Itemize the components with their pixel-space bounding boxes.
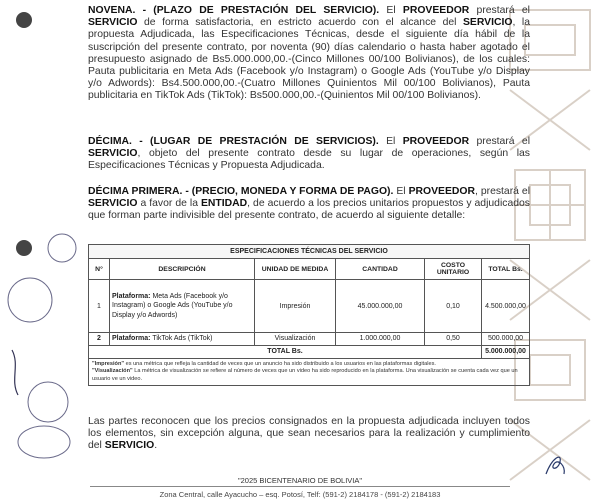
text: El	[393, 186, 409, 197]
row-description	[110, 333, 255, 346]
text: , objeto del presente contrato desde su lugar de operaciones, según las Especificaciones Técnicas y Propuesta Adjudicada.	[88, 148, 530, 172]
table-header-row	[89, 259, 530, 280]
clause-novena-paragraph	[88, 5, 530, 103]
text: prestará el	[469, 5, 530, 16]
punch-hole-top	[16, 12, 32, 28]
text: .	[154, 440, 158, 452]
footer-address: Zona Central, calle Ayacucho – esq. Potosí, Telf: (591-2) 2184178 - (591-2) 2184183	[159, 490, 441, 499]
platform-label: Plataforma:	[112, 335, 151, 342]
servicio-term: SERVICIO	[88, 198, 138, 210]
proveedor-term: PROVEEDOR	[402, 5, 470, 16]
servicio-term: SERVICIO	[88, 17, 138, 29]
platform-text: TikTok Ads (TikTok)	[150, 335, 213, 342]
row-unit-cost: 0,10	[425, 280, 482, 333]
row-quantity: 45.000.000,00	[336, 280, 425, 333]
table-row	[89, 280, 530, 333]
text: , de acuerdo a los precios unitarios propuestos y adjudicados que forman parte indivisible del presente contrato, de acuerdo al siguiente detalle:	[88, 198, 530, 222]
header-quantity: CANTIDAD	[336, 259, 425, 280]
text: El	[378, 136, 403, 147]
note-visualizacion-label: "Visualización"	[92, 368, 133, 375]
platform-label: Plataforma:	[112, 292, 151, 300]
header-total: TOTAL Bs.	[482, 259, 530, 280]
header-number: N°	[89, 259, 110, 280]
footer-slogan: "2025 BICENTENARIO DE BOLIVIA"	[237, 476, 363, 485]
text: a favor de la	[137, 198, 201, 210]
clause-decima-primera-paragraph	[88, 186, 530, 223]
text: , prestará el	[474, 186, 530, 197]
total-label: TOTAL Bs.	[89, 345, 482, 358]
punch-hole-bottom	[16, 240, 32, 256]
entidad-term: ENTIDAD	[200, 198, 248, 210]
table-total-row	[89, 345, 530, 358]
signature-mark	[542, 448, 570, 478]
stamp-abogado	[18, 426, 70, 458]
footer-divider	[90, 486, 510, 487]
stamp-seal-top	[48, 234, 76, 262]
note-impresion	[92, 361, 526, 369]
note-impresion-label: "Impresión"	[92, 360, 125, 367]
text: El	[379, 5, 403, 16]
handwritten-mark	[12, 350, 18, 395]
specifications-table-wrapper	[88, 244, 530, 386]
note-visualizacion-text: La métrica de visualización se refiere al número de veces que un video ha sido reproducido en la plataforma. Una visualización se cuenta cada vez que un usuario ve un video.	[92, 368, 518, 382]
header-unit: UNIDAD DE MEDIDA	[255, 259, 336, 280]
stamp-seal-lower	[28, 382, 68, 422]
note-visualizacion	[92, 368, 526, 383]
clause-decima-title: DÉCIMA. - (LUGAR DE PRESTACIÓN DE SERVICIOS).	[88, 136, 379, 147]
row-unit: Impresión	[255, 280, 336, 333]
proveedor-term: PROVEEDOR	[402, 136, 470, 147]
note-impresion-text: es una métrica que refleja la cantidad de veces que un anuncio ha sido distribuido a los usuarios en las plataformas digitales.	[124, 360, 436, 367]
text: , la propuesta Adjudicada, las Especificaciones Técnicas, desde el siguiente día hábil de la suscripción del presente contrato, por noventa (90) días calendario o hasta haber agotado el presupuesto asignado de Bs5.000.000,00.-(Cinco Millones 00/100 Bolivianos), de los cuales: Pauta publicitaria en Meta Ads (Facebook y/o Instagram) o Google Ads (YouTube y/o Display y/o Adwords): Bs4.500.000,00.-(Cuatro Millones Quinientos Mil 00/100 Bolivianos), Pauta publicitaria en TikTok Ads (TikTok): Bs500.000,00.-(Quinientos Mil 00/100 Bolivianos).	[88, 17, 530, 102]
total-value: 5.000.000,00	[482, 345, 530, 358]
table-title: ESPECIFICACIONES TÉCNICAS DEL SERVICIO	[89, 245, 530, 259]
closing-paragraph	[88, 416, 530, 453]
clause-decima-primera-title: DÉCIMA PRIMERA. - (PRECIO, MONEDA Y FORMA DE PAGO).	[88, 186, 394, 197]
header-unit-cost: COSTO UNITARIO	[425, 259, 482, 280]
clause-decima-paragraph	[88, 136, 530, 173]
text: de forma satisfactoria, en estricto acuerdo con el alcance del	[137, 17, 463, 29]
table-notes	[89, 358, 530, 386]
table-row	[89, 333, 530, 346]
table-notes-row	[89, 358, 530, 386]
stamp-seal-middle	[8, 278, 52, 322]
servicio-term: SERVICIO	[88, 148, 138, 160]
row-total: 4.500.000,00	[482, 280, 530, 333]
text: prestará el	[469, 136, 531, 147]
servicio-term: SERVICIO	[463, 17, 513, 29]
row-total: 500.000,00	[482, 333, 530, 346]
row-number: 1	[89, 280, 110, 333]
platform-text: Meta Ads (Facebook y/o Instagram) o Google Ads (YouTube y/o Display y/o Adwords)	[112, 292, 233, 319]
row-number: 2	[89, 333, 110, 346]
servicio-term: SERVICIO	[104, 440, 155, 452]
clause-novena-title: NOVENA. - (PLAZO DE PRESTACIÓN DEL SERVICIO).	[88, 5, 380, 16]
specifications-table	[88, 244, 530, 386]
row-unit-cost: 0,50	[425, 333, 482, 346]
row-unit: Visualización	[255, 333, 336, 346]
row-quantity: 1.000.000,00	[336, 333, 425, 346]
left-margin-marks	[0, 0, 80, 498]
row-description	[110, 280, 255, 333]
text: Las partes reconocen que los precios consignados en la propuesta adjudicada incluyen todos los elementos, sin excepción alguna, que sean necesarios para la realización y cumplimiento del	[88, 416, 530, 452]
header-description: DESCRIPCIÓN	[110, 259, 255, 280]
proveedor-term: PROVEEDOR	[408, 186, 475, 197]
